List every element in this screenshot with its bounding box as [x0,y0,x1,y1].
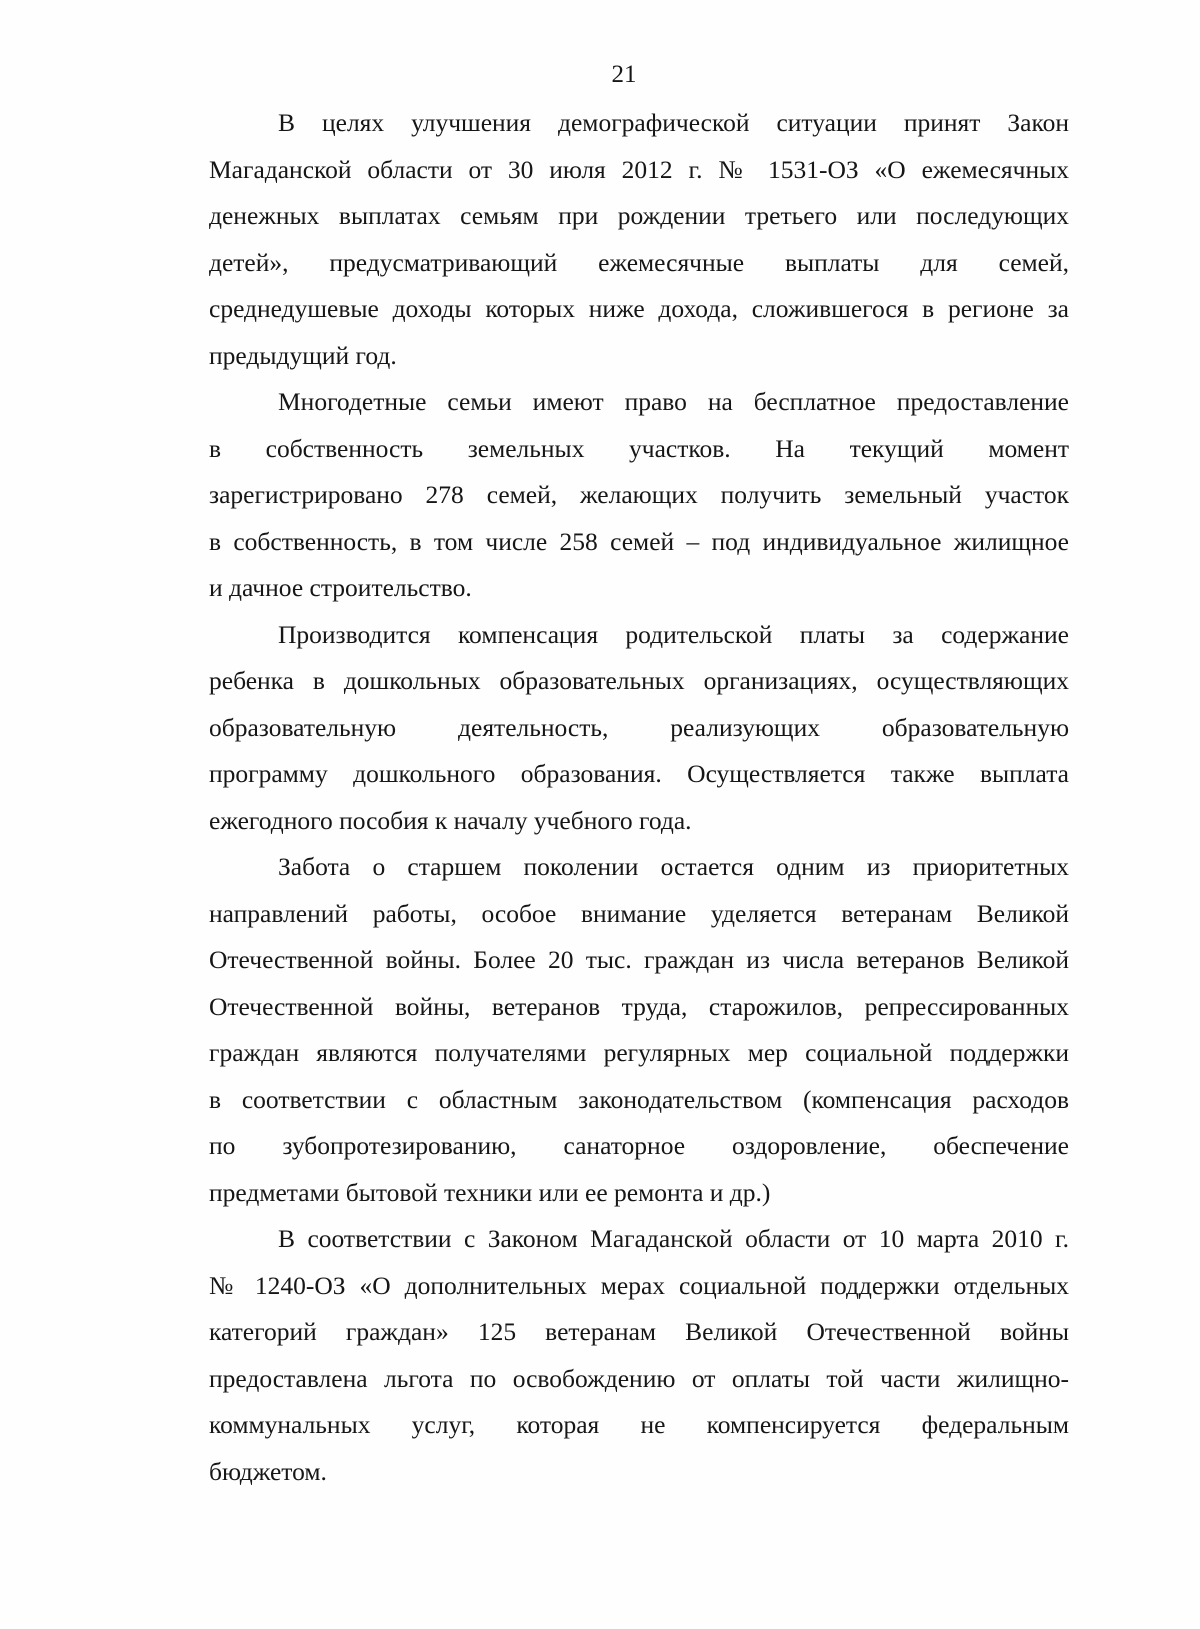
paragraph-line: Многодетные семьи имеют право на бесплатное предоставление [278,387,1069,416]
paragraph-veterans-housing-benefit [209,1216,1069,1495]
paragraph-line: категорий граждан» 125 ветеранам Великой Отечественной войны [209,1317,1069,1346]
paragraph-elderly-care [209,844,1069,1216]
paragraph-line: в собственность земельных участков. На текущий момент [209,433,1069,463]
paragraph-line: ежегодного пособия к началу учебного года. [209,805,692,835]
paragraph-line: В целях улучшения демографической ситуации принят Закон [278,108,1069,137]
paragraph-line: Отечественной войны. Более 20 тыс. граждан из числа ветеранов Великой [209,945,1069,974]
paragraph-line: Магаданской области от 30 июля 2012 г. № 1531-ОЗ «О ежемесячных [209,154,1069,184]
paragraph-line: бюджетом. [209,1456,327,1486]
document-body [209,100,1069,1495]
paragraph-preschool-compensation [209,612,1069,845]
paragraph-demography-law [209,100,1069,379]
paragraph-line: зарегистрировано 278 семей, желающих получить земельный участок [209,480,1069,509]
paragraph-large-families-land [209,379,1069,612]
paragraph-line: В соответствии с Законом Магаданской области от 10 марта 2010 г. [278,1224,1069,1253]
paragraph-line: граждан являются получателями регулярных мер социальной поддержки [209,1038,1069,1067]
paragraph-line: среднедушевые доходы которых ниже дохода, сложившегося в регионе за [209,294,1069,323]
paragraph-line: коммунальных услуг, которая не компенсируется федеральным [209,1410,1069,1439]
paragraph-line: Производится компенсация родительской платы за содержание [278,619,1069,649]
paragraph-line: и дачное строительство. [209,573,472,602]
paragraph-line: предыдущий год. [209,340,397,370]
page-number: 21 [611,61,637,88]
paragraph-line: Забота о старшем поколении остается одним из приоритетных [278,852,1069,881]
paragraph-line: Отечественной войны, ветеранов труда, старожилов, репрессированных [209,991,1069,1021]
paragraph-line: образовательную деятельность, реализующих образовательную [209,712,1069,742]
paragraph-line: предоставлена льгота по освобождению от оплаты той части жилищно- [209,1363,1069,1393]
paragraph-line: направлений работы, особое внимание уделяется ветеранам Великой [209,898,1069,928]
paragraph-line: детей», предусматривающий ежемесячные выплаты для семей, [209,247,1069,277]
paragraph-line: ребенка в дошкольных образовательных организациях, осуществляющих [209,666,1069,695]
paragraph-line: программу дошкольного образования. Осуществляется также выплата [209,759,1069,788]
paragraph-line: по зубопротезированию, санаторное оздоровление, обеспечение [209,1131,1069,1160]
paragraph-line: в собственность, в том числе 258 семей – под индивидуальное жилищное [209,526,1069,556]
paragraph-line: предметами бытовой техники или ее ремонта и др.) [209,1177,771,1207]
paragraph-line: в соответствии с областным законодательством (компенсация расходов [209,1084,1069,1114]
paragraph-line: денежных выплатах семьям при рождении третьего или последующих [209,201,1069,230]
paragraph-line: № 1240-ОЗ «О дополнительных мерах социальной поддержки отдельных [209,1270,1069,1300]
